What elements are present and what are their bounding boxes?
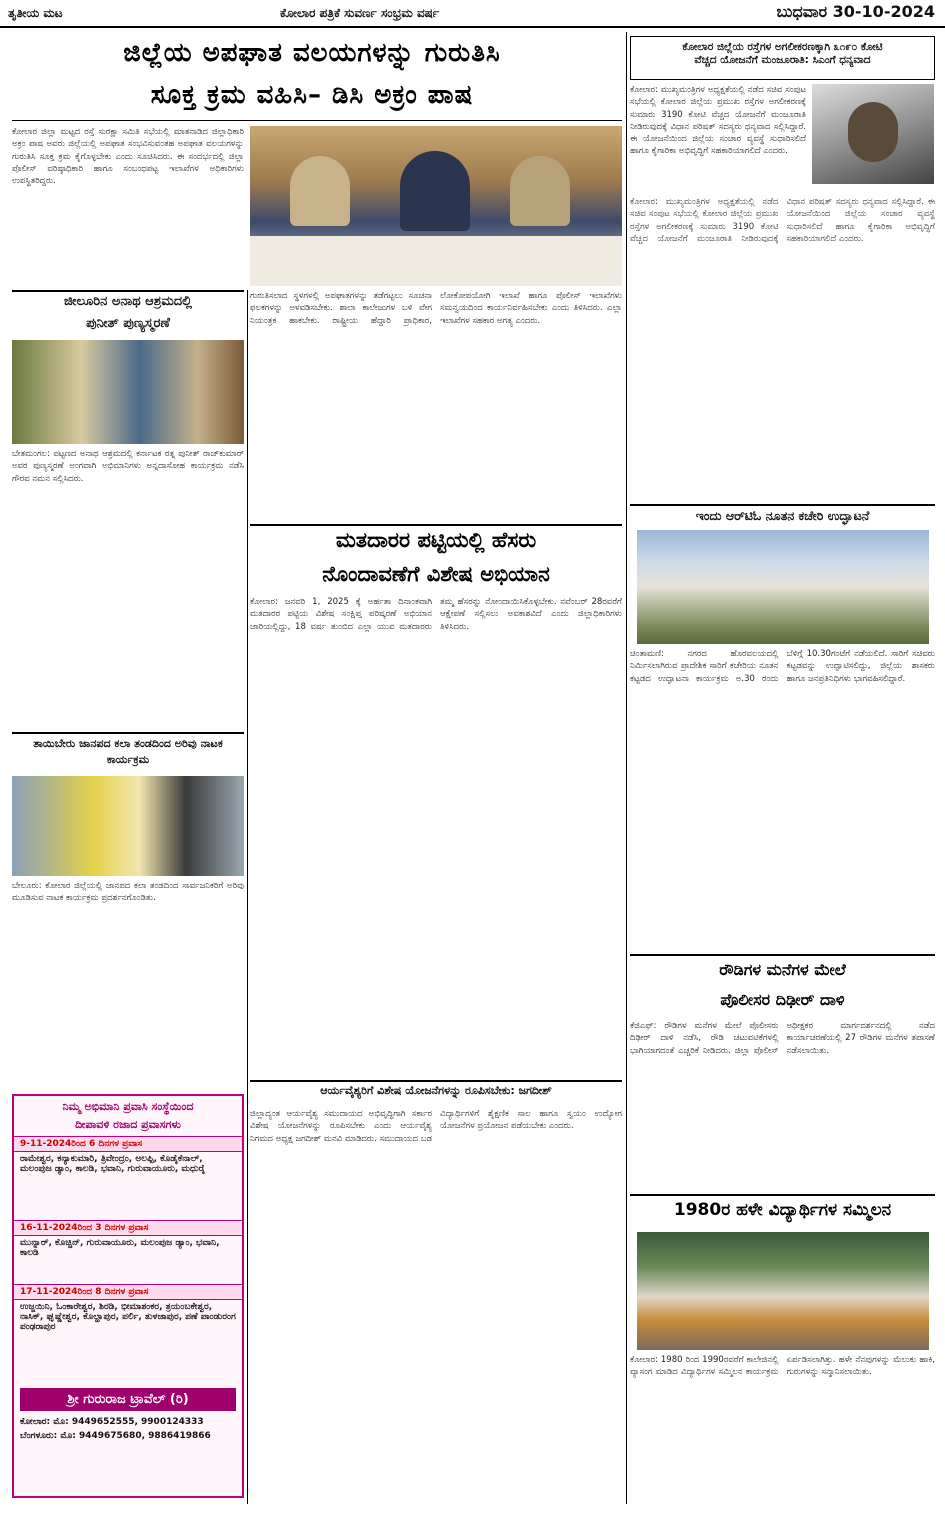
story2-title-1: ಜೀಲೂರಿನ ಅನಾಥ ಆಶ್ರಮದಲ್ಲಿ	[64, 294, 192, 309]
rowdy-title-1: ರೌಡಿಗಳ ಮನೆಗಳ ಮೇಲೆ	[719, 960, 846, 979]
ad-row-places: ಮುನ್ನಾರ್, ಕೊಚ್ಚಿನ್, ಗುರುವಾಯೂರು, ಮಲಂಪುಜ ಡ್ಯಾಂ, ಭವಾನಿ, ಕಾಲಡಿ	[14, 1235, 242, 1284]
masthead-bar	[0, 0, 945, 28]
ad-row-date: 9-11-2024ರಿಂದ 6 ದಿನಗಳ ಪ್ರವಾಸ	[14, 1136, 242, 1151]
ad-row-places: ರಾಮೇಶ್ವರ, ಕನ್ಯಾಕುಮಾರಿ, ತ್ರಿವೇಂದ್ರಂ, ಅಲಪ್ಪಿ, ಕೊಡೈಕೆನಾಲ್, ಮಲಂಪುಜ ಡ್ಯಾಂ, ಕಾಲಡಿ, ಭವಾನಿ, ಗುರುವಾಯೂರು, ಮಧುರೈ	[14, 1151, 242, 1220]
rto-title: ಇಂದು ಆರ್‌ಟಿಓ ನೂತನ ಕಚೇರಿ ಉದ್ಘಾಟನೆ	[695, 508, 870, 523]
column-rule	[626, 32, 627, 1504]
ad-company-name: ಶ್ರೀ ಗುರುರಾಜ ಟ್ರಾವೆಲ್ (ರಿ)	[20, 1388, 236, 1411]
divider	[250, 524, 622, 526]
voter-title-1: ಮತದಾರರ ಪಟ್ಟಿಯಲ್ಲಿ ಹೆಸರು	[335, 528, 537, 552]
voter-body: ಕೋಲಾರ: ಜನವರಿ 1, 2025 ಕ್ಕೆ ಅರ್ಹತಾ ದಿನಾಂಕವಾಗಿ ಮತದಾರರ ಪಟ್ಟಿಯ ವಿಶೇಷ ಸಂಕ್ಷಿಪ್ತ ಪರಿಷ್ಕರಣೆ ಅಭಿಯಾನ ಜಾರಿಯಲ್ಲಿದ್ದು, 18 ವರ್ಷ ತುಂಬಿದ ಎಲ್ಲಾ ಯುವ ಮತದಾರರು ತಮ್ಮ ಹೆಸರನ್ನು ನೋಂದಾಯಿಸಿಕೊಳ್ಳಬೇಕು. ನವೆಂಬರ್ 28ರವರೆಗೆ ಆಕ್ಷೇಪಣೆ ಸಲ್ಲಿಸಲು ಅವಕಾಶವಿದೆ ಎಂದು ಜಿಲ್ಲಾಧಿಕಾರಿಗಳು ತಿಳಿಸಿದರು.	[250, 597, 622, 632]
right1-body: ಕೋಲಾರ: ಮುಖ್ಯಮಂತ್ರಿಗಳ ಅಧ್ಯಕ್ಷತೆಯಲ್ಲಿ ನಡೆದ ಸಚಿವ ಸಂಪುಟ ಸಭೆಯಲ್ಲಿ ಕೋಲಾರ ಜಿಲ್ಲೆಯ ಪ್ರಮುಖ ರಸ್ತೆಗಳ ಅಗಲೀಕರಣಕ್ಕೆ ಸುಮಾರು 3190 ಕೋಟಿ ವೆಚ್ಚದ ಯೋಜನೆಗೆ ಮಂಜೂರಾತಿ ನೀಡಿರುವುದಕ್ಕೆ ವಿಧಾನ ಪರಿಷತ್ ಸದಸ್ಯರು ಧನ್ಯವಾದ ಸಲ್ಲಿಸಿದ್ದಾರೆ. ಈ ಯೋಜನೆಯಿಂದ ಜಿಲ್ಲೆಯ ಸಂಚಾರ ವ್ಯವಸ್ಥೆ ಸುಧಾರಿಸಲಿದೆ ಹಾಗೂ ಕೈಗಾರಿಕಾ ಅಭಿವೃದ್ಧಿಗೆ ಸಹಕಾರಿಯಾಗಲಿದೆ ಎಂದರು.	[630, 85, 806, 157]
ad-phone-bengaluru: ಬೆಂಗಳೂರು: ಮೊ: 9449675680, 9886419866	[20, 1431, 211, 1441]
officer-figure	[290, 156, 350, 226]
lead-headline-2: ಸೂಕ್ತ ಕ್ರಮ ವಹಿಸಿ– ಡಿಸಿ ಅಕ್ರಂ ಪಾಷ	[150, 80, 474, 110]
masthead-tagline: ಕೋಲಾರ ಪತ್ರಿಕೆ ಸುವರ್ಣ ಸಂಭ್ರಮ ವರ್ಷ	[280, 6, 440, 20]
right1-title-2: ವೆಚ್ಚದ ಯೋಜನೆಗೆ ಮಂಜೂರಾತಿ: ಸಿಎಂಗೆ ಧನ್ಯವಾದ	[694, 54, 871, 66]
ad-row-date: 16-11-2024ರಿಂದ 3 ದಿನಗಳ ಪ್ರವಾಸ	[14, 1220, 242, 1235]
arya-body: ಜಿಲ್ಲಾದ್ಯಂತ ಆರ್ಯವೈಶ್ಯ ಸಮುದಾಯದ ಅಭಿವೃದ್ಧಿಗಾಗಿ ಸರ್ಕಾರ ವಿಶೇಷ ಯೋಜನೆಗಳನ್ನು ರೂಪಿಸಬೇಕು ಎಂದು ಆರ್ಯವೈಶ್ಯ ನಿಗಮದ ಅಧ್ಯಕ್ಷ ಜಗದೀಶ್ ಮನವಿ ಮಾಡಿದರು. ಸಮುದಾಯದ ಬಡ ವಿದ್ಯಾರ್ಥಿಗಳಿಗೆ ಶೈಕ್ಷಣಿಕ ಸಾಲ ಹಾಗೂ ಸ್ವಯಂ ಉದ್ಯೋಗ ಯೋಜನೆಗಳ ಪ್ರಯೋಜನ ಪಡೆಯಬೇಕು ಎಂದರು.	[250, 1109, 622, 1144]
lead-headline-1: ಜಿಲ್ಲೆಯ ಅಪಘಾತ ವಲಯಗಳನ್ನು ಗುರುತಿಸಿ	[123, 38, 501, 68]
alumni-photo	[637, 1232, 929, 1350]
ad-heading-2: ದೀಪಾವಳಿ ರಜಾದ ಪ್ರವಾಸಗಳು	[75, 1118, 181, 1131]
divider	[250, 1080, 622, 1082]
page-label: ತೃತೀಯ ಮಟ	[8, 6, 63, 20]
ad-heading-1: ನಿಮ್ಮ ಅಭಿಮಾನಿ ಪ್ರವಾಸಿ ಸಂಸ್ಥೆಯಿಂದ	[62, 1100, 194, 1113]
portrait-photo	[812, 84, 934, 184]
divider	[12, 290, 244, 292]
rowdy-title-2: ಪೊಲೀಸರ ದಿಢೀರ್ ದಾಳಿ	[720, 990, 845, 1009]
story2-title-2: ಪುನೀತ್ ಪುಣ್ಯಸ್ಮರಣೆ	[86, 316, 170, 331]
lead-continuation: ಗುರುತಿಸಲಾದ ಸ್ಥಳಗಳಲ್ಲಿ ಅಪಘಾತಗಳನ್ನು ತಡೆಗಟ್ಟಲು ಸೂಚನಾ ಫಲಕಗಳನ್ನು ಅಳವಡಿಸಬೇಕು. ಶಾಲಾ ಕಾಲೇಜುಗಳ ಬಳಿ ವೇಗ ನಿಯಂತ್ರಕ ಹಾಕಬೇಕು. ರಾಷ್ಟ್ರೀಯ ಹೆದ್ದಾರಿ ಪ್ರಾಧಿಕಾರ, ಲೋಕೋಪಯೋಗಿ ಇಲಾಖೆ ಹಾಗೂ ಪೊಲೀಸ್ ಇಲಾಖೆಗಳು ಸಮನ್ವಯದಿಂದ ಕಾರ್ಯನಿರ್ವಹಿಸಬೇಕು ಎಂದು ತಿಳಿಸಿದರು. ಎಲ್ಲಾ ಇಲಾಖೆಗಳ ಸಹಕಾರ ಅಗತ್ಯ ಎಂದರು.	[250, 291, 622, 326]
ad-row-places: ಉಜ್ಜಯಿನಿ, ಓಂಕಾರೇಶ್ವರ, ಶಿರಡಿ, ಭೀಮಾಶಂಕರ, ತ್ರಯಂಬಕೇಶ್ವರ, ನಾಸಿಕ್, ಘೃಷ್ಣೇಶ್ವರ, ಕೊಲ್ಹಾಪುರ, ಪರ್ಲಿ, ತುಳಜಾಪುರ, ಪಣೆ ಪಾಂಡುರಂಗ ಪಂಢರಾಪುರ	[14, 1299, 242, 1384]
story2-body: ಬೇತಮಂಗಲ: ಪಟ್ಟಣದ ಅನಾಥ ಆಶ್ರಮದಲ್ಲಿ ಕರ್ನಾಟಕ ರತ್ನ ಪುನೀತ್ ರಾಜ್‌ಕುಮಾರ್ ಅವರ ಪುಣ್ಯಸ್ಮರಣೆ ಅಂಗವಾಗಿ ಅಭಿಮಾನಿಗಳು ಅನ್ನದಾಸೋಹ ಕಾರ್ಯಕ್ರಮ ನಡೆಸಿ ಗೌರವ ನಮನ ಸಲ್ಲಿಸಿದರು.	[12, 449, 244, 484]
lead-body: ಕೋಲಾರ ಜಿಲ್ಲಾ ಮಟ್ಟದ ರಸ್ತೆ ಸುರಕ್ಷಾ ಸಮಿತಿ ಸಭೆಯಲ್ಲಿ ಮಾತನಾಡಿದ ಜಿಲ್ಲಾಧಿಕಾರಿ ಅಕ್ರಂ ಪಾಷ ಅವರು ಜಿಲ್ಲೆಯಲ್ಲಿ ಅಪಘಾತ ಸಂಭವಿಸುವಂತಹ ಅಪಘಾತ ವಲಯಗಳನ್ನು ಗುರುತಿಸಿ ಸೂಕ್ತ ಕ್ರಮ ಕೈಗೊಳ್ಳಬೇಕು ಎಂದು ಸೂಚಿಸಿದರು. ಈ ಸಂದರ್ಭದಲ್ಲಿ ಜಿಲ್ಲಾ ಪೊಲೀಸ್ ವರಿಷ್ಠಾಧಿಕಾರಿ ಹಾಗೂ ಸಂಬಂಧಪಟ್ಟ ಇಲಾಖೆಗಳ ಅಧಿಕಾರಿಗಳು ಉಪಸ್ಥಿತರಿದ್ದರು.	[12, 127, 244, 187]
divider	[630, 1194, 935, 1196]
rowdy-body: ಕೆಜಿಎಫ್: ರೌಡಿಗಳ ಮನೆಗಳ ಮೇಲೆ ಪೊಲೀಸರು ದಿಢೀರ್ ದಾಳಿ ನಡೆಸಿ, ರೌಡಿ ಚಟುವಟಿಕೆಗಳಲ್ಲಿ ಭಾಗಿಯಾಗದಂತೆ ಎಚ್ಚರಿಕೆ ನೀಡಿದರು. ಜಿಲ್ಲಾ ಪೊಲೀಸ್ ಅಧೀಕ್ಷಕರ ಮಾರ್ಗದರ್ಶನದಲ್ಲಿ ನಡೆದ ಕಾರ್ಯಾಚರಣೆಯಲ್ಲಿ 27 ರೌಡಿಗಳ ಮನೆಗಳ ತಪಾಸಣೆ ನಡೆಸಲಾಯಿತು.	[630, 1021, 935, 1056]
ad-row-date: 17-11-2024ರಿಂದ 8 ದಿನಗಳ ಪ್ರವಾಸ	[14, 1284, 242, 1299]
dc-figure	[400, 151, 470, 231]
rto-body: ಚಿಂತಾಮಣಿ: ನಗರದ ಹೊರವಲಯದಲ್ಲಿ ನಿರ್ಮಿಸಲಾಗಿರುವ ಪ್ರಾದೇಶಿಕ ಸಾರಿಗೆ ಕಚೇರಿಯ ನೂತನ ಕಟ್ಟಡದ ಉದ್ಘಾಟನಾ ಕಾರ್ಯಕ್ರಮ ಅ.30 ರಂದು ಬೆಳಿಗ್ಗೆ 10.30ಗಂಟೆಗೆ ನಡೆಯಲಿದೆ. ಸಾರಿಗೆ ಸಚಿವರು ಕಟ್ಟಡವನ್ನು ಉದ್ಘಾಟಿಸಲಿದ್ದು, ಜಿಲ್ಲೆಯ ಶಾಸಕರು ಹಾಗೂ ಜನಪ್ರತಿನಿಧಿಗಳು ಭಾಗವಹಿಸಲಿದ್ದಾರೆ.	[630, 649, 935, 684]
issue-date: ಬುಧವಾರ 30-10-2024	[776, 2, 935, 21]
divider	[630, 954, 935, 956]
divider	[12, 732, 244, 734]
story3-photo	[12, 776, 244, 876]
story3-body: ಬೇಲೂರು: ಕೋಲಾರ ಜಿಲ್ಲೆಯಲ್ಲಿ ಜಾನಪದ ಕಲಾ ತಂಡದಿಂದ ಸಾರ್ವಜನಿಕರಿಗೆ ಅರಿವು ಮೂಡಿಸುವ ನಾಟಕ ಕಾರ್ಯಕ್ರಮ ಪ್ರದರ್ಶನಗೊಂಡಿತು.	[12, 881, 244, 904]
divider	[12, 120, 622, 121]
right1-title-box	[630, 36, 935, 80]
story3-title: ತಾಯಿಬೇರು ಜಾನಪದ ಕಲಾ ತಂಡದಿಂದ ಅರಿವು ನಾಟಕ ಕಾರ್ಯಕ್ರಮ	[33, 737, 223, 766]
arya-title: ಆರ್ಯವೈಶ್ಯರಿಗೆ ವಿಶೇಷ ಯೋಜನೆಗಳನ್ನು ರೂಪಿಸಬೇಕು: ಜಗದೀಶ್	[320, 1084, 552, 1097]
travel-advertisement	[12, 1094, 244, 1498]
portrait-face	[848, 102, 898, 162]
rto-building-photo	[637, 530, 929, 644]
ad-phone-kolar: ಕೋಲಾರ: ಮೊ: 9449652555, 9900124333	[20, 1417, 204, 1427]
lead-photo	[250, 126, 622, 286]
column-rule	[247, 290, 248, 1504]
table-surface	[250, 236, 622, 286]
alumni-body: ಕೋಲಾರ: 1980 ರಿಂದ 1990ರವರೆಗೆ ಕಾಲೇಜಿನಲ್ಲಿ ವ್ಯಾಸಂಗ ಮಾಡಿದ ವಿದ್ಯಾರ್ಥಿಗಳ ಸಮ್ಮಿಲನ ಕಾರ್ಯಕ್ರಮ ಏರ್ಪಡಿಸಲಾಗಿತ್ತು. ಹಳೇ ನೆನಪುಗಳನ್ನು ಮೆಲುಕು ಹಾಕಿ, ಗುರುಗಳನ್ನು ಸನ್ಮಾನಿಸಲಾಯಿತು.	[630, 1355, 935, 1378]
right1-continuation: ಕೋಲಾರ: ಮುಖ್ಯಮಂತ್ರಿಗಳ ಅಧ್ಯಕ್ಷತೆಯಲ್ಲಿ ನಡೆದ ಸಚಿವ ಸಂಪುಟ ಸಭೆಯಲ್ಲಿ ಕೋಲಾರ ಜಿಲ್ಲೆಯ ಪ್ರಮುಖ ರಸ್ತೆಗಳ ಅಗಲೀಕರಣಕ್ಕೆ ಸುಮಾರು 3190 ಕೋಟಿ ವೆಚ್ಚದ ಯೋಜನೆಗೆ ಮಂಜೂರಾತಿ ನೀಡಿರುವುದಕ್ಕೆ ವಿಧಾನ ಪರಿಷತ್ ಸದಸ್ಯರು ಧನ್ಯವಾದ ಸಲ್ಲಿಸಿದ್ದಾರೆ. ಈ ಯೋಜನೆಯಿಂದ ಜಿಲ್ಲೆಯ ಸಂಚಾರ ವ್ಯವಸ್ಥೆ ಸುಧಾರಿಸಲಿದೆ ಹಾಗೂ ಕೈಗಾರಿಕಾ ಅಭಿವೃದ್ಧಿಗೆ ಸಹಕಾರಿಯಾಗಲಿದೆ ಎಂದರು.	[630, 197, 935, 244]
voter-title-2: ನೊಂದಾವಣೆಗೆ ವಿಶೇಷ ಅಭಿಯಾನ	[322, 562, 550, 586]
officer-figure-2	[510, 156, 570, 226]
story2-photo	[12, 340, 244, 444]
right1-title-1: ಕೋಲಾರ ಜಿಲ್ಲೆಯ ರಸ್ತೆಗಳ ಅಗಲೀಕರಣಕ್ಕಾಗಿ ೩೧೯೦ ಕೋಟಿ	[682, 41, 883, 53]
divider	[630, 504, 935, 506]
alumni-title: 1980ರ ಹಳೇ ವಿದ್ಯಾರ್ಥಿಗಳ ಸಮ್ಮಿಲನ	[673, 1200, 892, 1220]
